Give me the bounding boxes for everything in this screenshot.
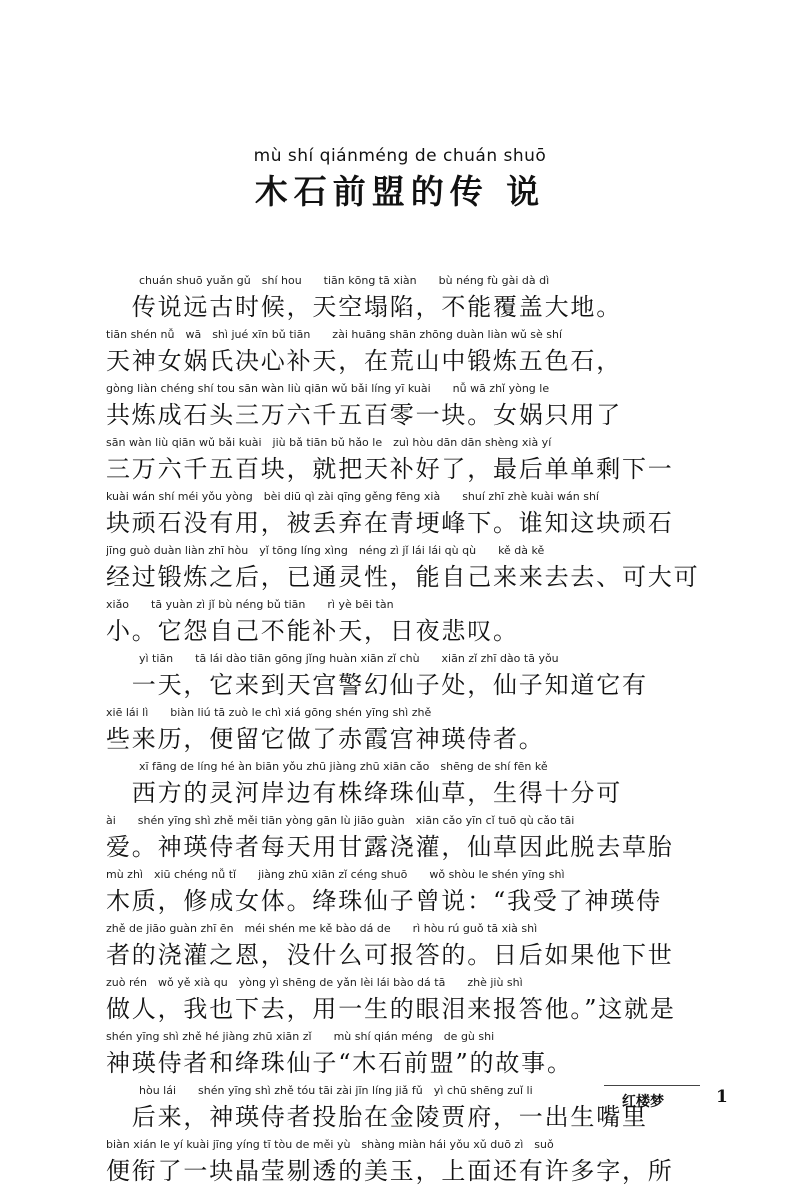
- text-line: [106, 542, 706, 596]
- book-title: 红楼梦: [622, 1094, 664, 1110]
- pinyin-row: xī fāng de líng hé àn biān yǒu zhū jiàng zhū xiān cǎo shēng de shí fēn kě: [106, 760, 548, 773]
- hanzi-row: 一天，它来到天宫警幻仙子处，仙子知道它有: [106, 671, 648, 699]
- pinyin-row: biàn xián le yí kuài jīng yíng tī tòu de měi yù shàng miàn hái yǒu xǔ duō zì suǒ: [106, 1138, 554, 1151]
- pinyin-row: chuán shuō yuǎn gǔ shí hou tiān kōng tā xiàn bù néng fù gài dà dì: [106, 274, 550, 287]
- pinyin-row: zuò rén wǒ yě xià qu yòng yì shēng de yǎn lèi lái bào dá tā zhè jiù shì: [106, 976, 523, 989]
- pinyin-row: jīng guò duàn liàn zhī hòu yǐ tōng líng xìng néng zì jǐ lái lái qù qù kě dà kě: [106, 544, 545, 557]
- pinyin-row: zhě de jiāo guàn zhī ēn méi shén me kě bào dá de rì hòu rú guǒ tā xià shì: [106, 922, 538, 935]
- page-footer: [600, 1085, 730, 1115]
- hanzi-row: 神瑛侍者和绛珠仙子“木石前盟”的故事。: [106, 1049, 573, 1077]
- hanzi-row: 木质，修成女体。绛珠仙子曾说：“我受了神瑛侍: [106, 887, 662, 915]
- hanzi-row: 西方的灵河岸边有株绛珠仙草，生得十分可: [106, 779, 622, 807]
- text-line: [106, 974, 706, 1028]
- pinyin-row: tiān shén nǚ wā shì jué xīn bǔ tiān zài huāng shān zhōng duàn liàn wǔ sè shí: [106, 328, 563, 341]
- pinyin-row: mù zhì xiū chéng nǚ tǐ jiàng zhū xiān zǐ céng shuō wǒ shòu le shén yīng shì: [106, 868, 565, 881]
- text-line: [106, 1136, 706, 1190]
- text-line: [106, 758, 706, 812]
- story-body: [106, 272, 706, 1190]
- pinyin-row: yì tiān tā lái dào tiān gōng jǐng huàn xiān zǐ chù xiān zǐ zhī dào tā yǒu: [106, 652, 559, 665]
- text-line: [106, 434, 706, 488]
- hanzi-row: 传说远古时候，天空塌陷，不能覆盖大地。: [106, 293, 622, 321]
- text-line: [106, 596, 706, 650]
- hanzi-row: 爱。神瑛侍者每天用甘露浇灌，仙草因此脱去草胎: [106, 833, 674, 861]
- hanzi-row: 小。它怨自己不能补天，日夜悲叹。: [106, 617, 519, 645]
- text-line: [106, 1028, 706, 1082]
- pinyin-row: ài shén yīng shì zhě měi tiān yòng gān lù jiāo guàn xiān cǎo yīn cǐ tuō qù cǎo tāi: [106, 814, 575, 827]
- pinyin-row: hòu lái shén yīng shì zhě tóu tāi zài jīn líng jiǎ fǔ yì chū shēng zuǐ li: [106, 1084, 533, 1097]
- text-line: [106, 326, 706, 380]
- hanzi-row: 做人，我也下去，用一生的眼泪来报答他。”这就是: [106, 995, 676, 1023]
- pinyin-row: kuài wán shí méi yǒu yòng bèi diū qì zài qīng gěng fēng xià shuí zhī zhè kuài wán shí: [106, 490, 599, 503]
- page-title: 木石前盟的传 说: [254, 172, 546, 211]
- text-line: [106, 650, 706, 704]
- hanzi-row: 便衔了一块晶莹剔透的美玉，上面还有许多字，所: [106, 1157, 674, 1185]
- hanzi-row: 块顽石没有用，被丢弃在青埂峰下。谁知这块顽石: [106, 509, 674, 537]
- pinyin-row: sān wàn liù qiān wǔ bǎi kuài jiù bǎ tiān bǔ hǎo le zuì hòu dān dān shèng xià yí: [106, 436, 552, 449]
- text-line: [106, 272, 706, 326]
- pinyin-row: xiē lái lì biàn liú tā zuò le chì xiá gōng shén yīng shì zhě: [106, 706, 432, 719]
- hanzi-row: 共炼成石头三万六千五百零一块。女娲只用了: [106, 401, 622, 429]
- text-line: [106, 380, 706, 434]
- text-line: [106, 704, 706, 758]
- pinyin-row: shén yīng shì zhě hé jiàng zhū xiān zǐ mù shí qián méng de gù shi: [106, 1030, 495, 1043]
- text-line: [106, 920, 706, 974]
- text-line: [106, 866, 706, 920]
- hanzi-row: 后来，神瑛侍者投胎在金陵贾府，一出生嘴里: [106, 1103, 648, 1131]
- footer-divider: [604, 1085, 700, 1086]
- text-line: [106, 812, 706, 866]
- text-line: [106, 488, 706, 542]
- hanzi-row: 三万六千五百块，就把天补好了，最后单单剩下一: [106, 455, 674, 483]
- hanzi-row: 天神女娲氏决心补天，在荒山中锻炼五色石，: [106, 347, 622, 375]
- page-number: 1: [716, 1087, 728, 1107]
- hanzi-row: 者的浇灌之恩，没什么可报答的。日后如果他下世: [106, 941, 674, 969]
- pinyin-row: gòng liàn chéng shí tou sān wàn liù qiān wǔ bǎi líng yī kuài nǚ wā zhǐ yòng le: [106, 382, 550, 395]
- hanzi-row: 些来历，便留它做了赤霞宫神瑛侍者。: [106, 725, 545, 753]
- title-pinyin: mù shí qiánméng de chuán shuō: [253, 146, 547, 166]
- hanzi-row: 经过锻炼之后，已通灵性，能自己来来去去、可大可: [106, 563, 700, 591]
- pinyin-row: xiǎo tā yuàn zì jǐ bù néng bǔ tiān rì yè bēi tàn: [106, 598, 394, 611]
